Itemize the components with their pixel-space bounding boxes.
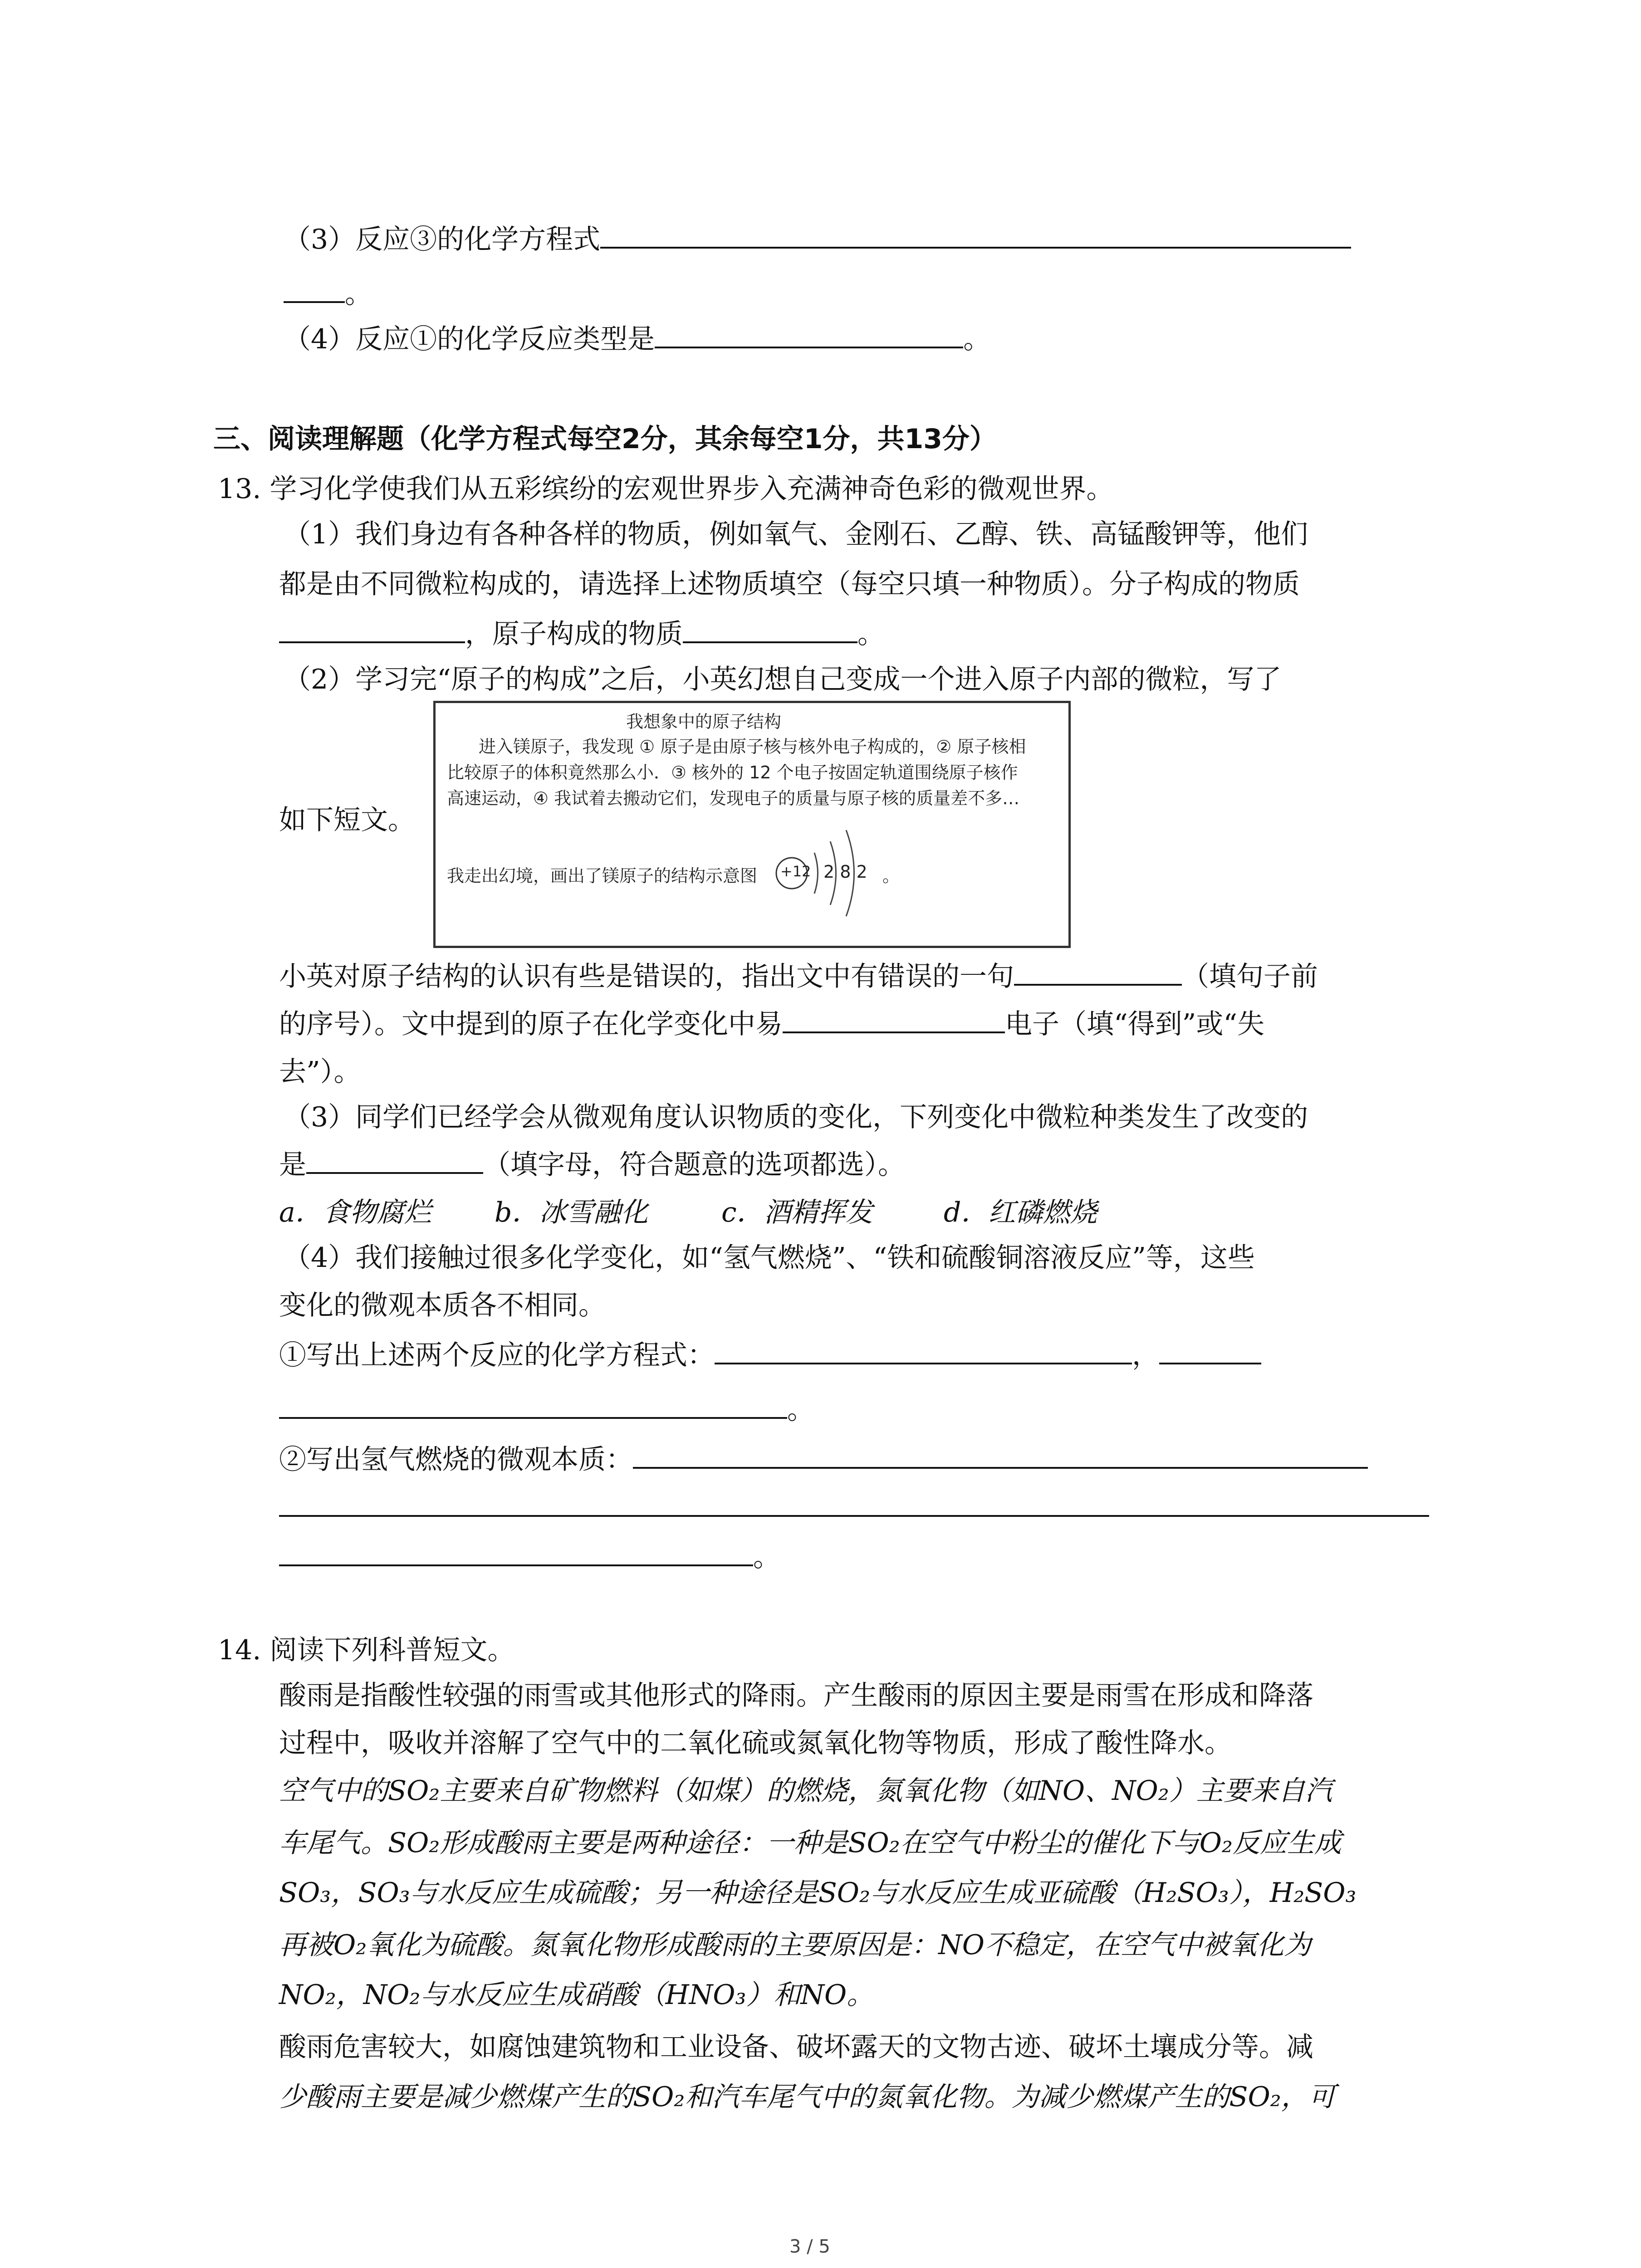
q12-part3-blank-cont[interactable] (284, 274, 345, 303)
figure-line1: 进入镁原子，我发现 ① 原子是由原子核与核外电子构成的，② 原子核相 (479, 737, 1026, 757)
q13-p4-sub2-text: ②写出氢气燃烧的微观本质： (279, 1444, 633, 1476)
q14-para1-line1: 酸雨是指酸性较强的雨雪或其他形式的降雨。产生酸雨的原因主要是雨雪在形成和降落 (279, 1680, 1313, 1711)
atom-shell-electrons: 2 8 2 (823, 862, 867, 882)
figure-title: 我想象中的原子结构 (626, 712, 782, 732)
q12-part4 (284, 318, 990, 357)
q12-part3-tail: 。 (345, 278, 372, 310)
q14-para2-line5: NO₂，NO₂与水反应生成硝酸（HNO₃）和NO。 (279, 1979, 874, 2011)
q13-atom-blank[interactable] (683, 614, 857, 643)
q13-equation2-blank[interactable] (279, 1390, 787, 1419)
page-number: 3 / 5 (789, 2236, 830, 2257)
q14-para3-line2: 少酸雨主要是减少燃煤产生的SO₂和汽车尾气中的氮氧化物。为减少燃煤产生的SO₂，可 (279, 2081, 1336, 2113)
q13-option-b[interactable]: b．冰雪融化 (495, 1197, 648, 1228)
q13-p4-line2: 变化的微观本质各不相同。 (279, 1290, 606, 1321)
q12-part4-tail: 。 (963, 323, 991, 355)
q13-p4-sub1-comma: ， (1132, 1339, 1159, 1371)
q13-p1-line1: （1）我们身边有各种各样的物质，例如氧气、金刚石、乙醇、铁、高锰酸钾等，他们 (284, 518, 1308, 550)
q13-equation1-blank[interactable] (715, 1335, 1132, 1364)
q13-p4-sub2 (279, 1438, 1368, 1477)
q13-p2-line4-b: 电子（填“得到”或“失 (1005, 1008, 1265, 1040)
q13-p4-sub2-line2 (279, 1488, 1429, 1524)
q13-p2-line1: （2）学习完“原子的构成”之后，小英幻想自己变成一个进入原子内部的微粒，写了 (284, 664, 1282, 695)
q13-p2-line3-b: （填句子前 (1182, 961, 1318, 992)
q13-equation2-blank-start[interactable] (1159, 1335, 1261, 1364)
q13-p3-line2-b: （填字母，符合题意的选项都选）。 (483, 1149, 905, 1181)
q13-option-c[interactable]: c．酒精挥发 (721, 1197, 873, 1228)
q13-essence-blank[interactable] (633, 1440, 1368, 1469)
q13-p2-line2: 如下短文。 (279, 804, 415, 836)
q12-part3-text: （3）反应③的化学方程式 (284, 224, 601, 255)
q13-p2-line3-a: 小英对原子结构的认识有些是错误的，指出文中有错误的一句 (279, 961, 1014, 992)
q14-para2-line3: SO₃，SO₃与水反应生成硫酸；另一种途径是SO₂与水反应生成亚硫酸（H₂SO₃），H₂SO₃ (279, 1877, 1357, 1909)
q13-essence-blank-2[interactable] (279, 1488, 1429, 1517)
q13-p4-sub1 (279, 1334, 1261, 1373)
figure-line4: 我走出幻境，画出了镁原子的结构示意图 (447, 866, 758, 886)
atom-structure-figure (433, 701, 1071, 948)
q13-p1-mid: ，原子构成的物质 (465, 618, 683, 650)
q13-p4-line1: （4）我们接触过很多化学变化，如“氢气燃烧”、“铁和硫酸铜溶液反应”等，这些 (284, 1242, 1255, 1274)
q14-intro: 14. 阅读下列科普短文。 (218, 1634, 515, 1666)
q13-option-a[interactable]: a．食物腐烂 (279, 1197, 431, 1228)
section-3-heading: 三、阅读理解题（化学方程式每空2分，其余每空1分，共13分） (213, 423, 997, 455)
q12-part3-cont (284, 272, 372, 311)
q13-essence-blank-3[interactable] (279, 1537, 753, 1566)
q14-para2-line4: 再被O₂氧化为硫酸。氮氧化物形成酸雨的主要原因是：NO不稳定，在空气中被氧化为 (279, 1929, 1311, 1961)
figure-line3: 高速运动，④ 我试着去搬动它们，发现电子的质量与原子核的质量差不多… (447, 788, 1020, 808)
atom-nucleus-label: +12 (780, 863, 811, 880)
q12-part3-blank[interactable] (600, 220, 1351, 249)
q13-p4-sub1-cont (279, 1388, 814, 1427)
q13-intro: 13. 学习化学使我们从五彩缤纷的宏观世界步入充满神奇色彩的微观世界。 (218, 473, 1114, 505)
q12-part3 (284, 218, 1351, 257)
q14-para3-line1: 酸雨危害较大，如腐蚀建筑物和工业设备、破坏露天的文物古迹、破坏土壤成分等。减 (279, 2031, 1313, 2063)
figure-end: 。 (882, 866, 900, 886)
q13-p3-line1: （3）同学们已经学会从微观角度认识物质的变化，下列变化中微粒种类发生了改变的 (284, 1101, 1308, 1133)
q13-options (279, 1191, 1097, 1230)
q13-p1-line3 (279, 612, 885, 651)
q12-part4-text: （4）反应①的化学反应类型是 (284, 323, 655, 355)
q13-change-blank[interactable] (306, 1145, 483, 1174)
q14-para2-line1: 空气中的SO₂主要来自矿物燃料（如煤）的燃烧，氮氧化物（如NO、NO₂）主要来自汽 (279, 1775, 1332, 1807)
q13-p4-sub1-tail: 。 (787, 1394, 814, 1426)
q14-para2-line2: 车尾气。SO₂形成酸雨主要是两种途径：一种是SO₂在空气中粉尘的催化下与O₂反应生成 (279, 1827, 1342, 1859)
q13-p3-line2 (279, 1143, 905, 1182)
q13-option-d[interactable]: d．红磷燃烧 (944, 1197, 1097, 1228)
q13-p1-line2: 都是由不同微粒构成的，请选择上述物质填空（每空只填一种物质）。分子构成的物质 (279, 568, 1300, 600)
q13-p2-line4-a: 的序号）。文中提到的原子在化学变化中易 (279, 1008, 783, 1040)
q13-p2-line5: 去”）。 (279, 1056, 361, 1088)
q13-p4-sub1-text: ①写出上述两个反应的化学方程式： (279, 1339, 715, 1371)
q13-electron-blank[interactable] (783, 1004, 1005, 1033)
q13-p4-sub2-tail: 。 (753, 1541, 780, 1573)
figure-line2: 比较原子的体积竟然那么小．③ 核外的 12 个电子按固定轨道围绕原子核作 (447, 763, 1018, 782)
q13-p1-tail: 。 (857, 618, 885, 650)
q13-wrong-sentence-blank[interactable] (1014, 957, 1182, 986)
q13-p2-line4 (279, 1002, 1264, 1041)
q12-part4-blank[interactable] (655, 319, 963, 348)
q13-p3-line2-a: 是 (279, 1149, 306, 1181)
q13-p4-sub2-line3 (279, 1535, 780, 1574)
q13-molecule-blank[interactable] (279, 614, 465, 643)
q13-p2-line3 (279, 955, 1318, 994)
q14-para1-line2: 过程中，吸收并溶解了空气中的二氧化硫或氮氧化物等物质，形成了酸性降水。 (279, 1727, 1232, 1759)
